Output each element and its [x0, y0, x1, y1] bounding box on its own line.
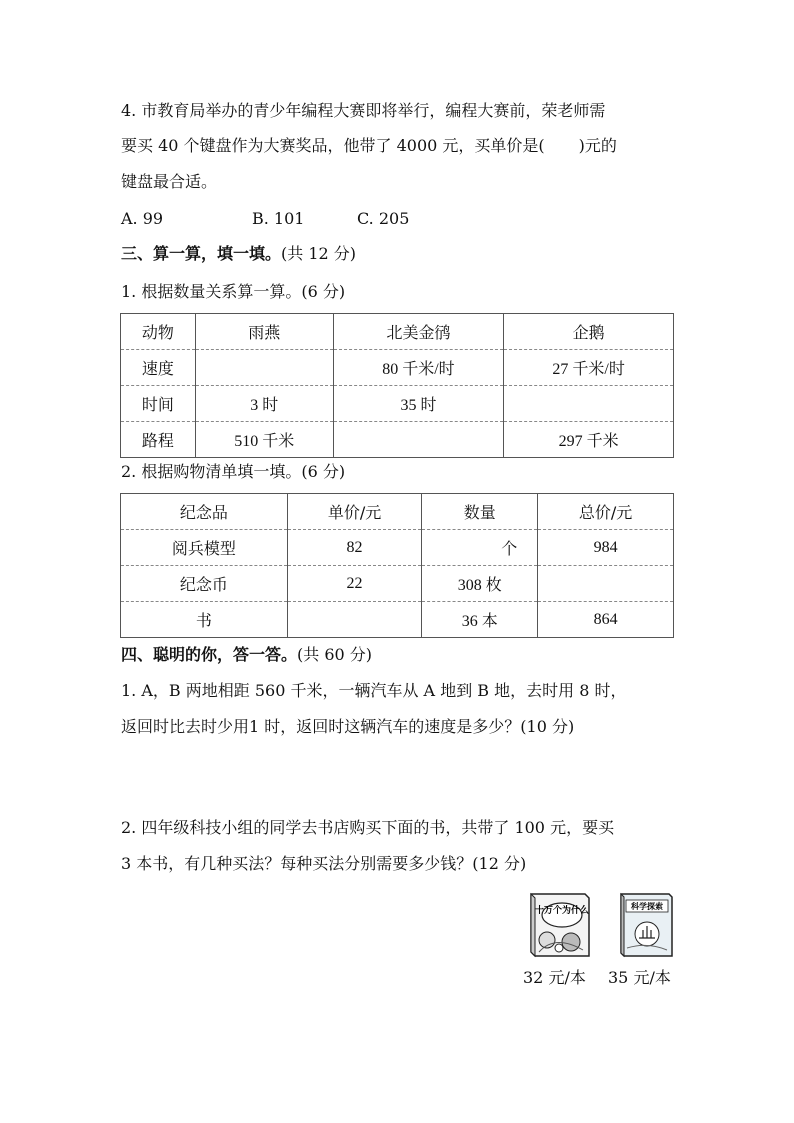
table-header-cell: 纪念品 [121, 494, 288, 530]
price-label-1: 32 元/本 [523, 968, 586, 987]
shopping-list-table [120, 493, 674, 638]
section-4-heading [121, 645, 372, 665]
table-header-cell: 雨燕 [195, 314, 333, 350]
answer-cell[interactable] [538, 566, 674, 602]
book-image-shiwan [525, 890, 593, 964]
section-3-heading [121, 244, 356, 264]
book-cover-title-2: 科学探索 [631, 902, 663, 911]
table-cell: 297 千米 [504, 422, 674, 458]
table-header-cell: 单价/元 [287, 494, 422, 530]
answer-cell[interactable] [333, 422, 504, 458]
q4-line-2-after: )元的 [578, 136, 617, 155]
table-row [121, 386, 674, 422]
table-row [121, 530, 674, 566]
table-row [121, 602, 674, 638]
table-cell: 27 千米/时 [504, 350, 674, 386]
q4-line-2-before: 要买 40 个键盘作为大赛奖品，他带了 4000 元，买单价是( [121, 136, 545, 155]
book-image-kexue [617, 890, 675, 964]
row-label: 阅兵模型 [121, 530, 288, 566]
table-cell: 864 [538, 602, 674, 638]
row-label: 纪念币 [121, 566, 288, 602]
option-c[interactable]: C. 205 [357, 209, 410, 228]
q4-line-3: 键盘最合适。 [121, 172, 218, 191]
table-cell: 36 本 [422, 602, 538, 638]
table-cell: 82 [287, 530, 422, 566]
answer-cell[interactable] [287, 602, 422, 638]
row-label: 速度 [121, 350, 196, 386]
table-header-row [121, 314, 674, 350]
s4-q1-line-2: 返回时比去时少用1 时，返回时这辆汽车的速度是多少？(10 分) [121, 717, 575, 736]
row-label: 时间 [121, 386, 196, 422]
s4-q2-line-1: 2. 四年级科技小组的同学去书店购买下面的书，共带了 100 元，要买 [121, 818, 615, 837]
table-cell: 308 枚 [422, 566, 538, 602]
s4-q1-line-1: 1. A，B 两地相距 560 千米，一辆汽车从 A 地到 B 地，去时用 8 时， [121, 681, 627, 700]
section-3-score: (共 12 分) [281, 244, 357, 263]
table-header-cell: 数量 [422, 494, 538, 530]
row-label: 路程 [121, 422, 196, 458]
s4-q2-line-2: 3 本书，有几种买法？每种买法分别需要多少钱？(12 分) [121, 854, 527, 873]
row-label: 书 [121, 602, 288, 638]
section-4-title: 四、聪明的你，答一答。 [121, 645, 298, 664]
q4-line-1: 4. 市教育局举办的青少年编程大赛即将举行，编程大赛前，荣老师需 [121, 101, 606, 120]
table-row [121, 350, 674, 386]
table-cell: 984 [538, 530, 674, 566]
s3-q2-title: 2. 根据购物清单填一填。(6 分) [121, 462, 346, 481]
s3-q1-title: 1. 根据数量关系算一算。(6 分) [121, 282, 346, 301]
table-header-row [121, 494, 674, 530]
answer-cell[interactable]: 个 [422, 530, 538, 566]
option-a[interactable]: A. 99 [121, 209, 164, 228]
option-b[interactable]: B. 101 [252, 209, 305, 228]
answer-cell[interactable] [504, 386, 674, 422]
table-cell: 3 时 [195, 386, 333, 422]
q4-line-2 [121, 136, 617, 156]
table-cell: 22 [287, 566, 422, 602]
table-cell: 510 千米 [195, 422, 333, 458]
table-header-cell: 总价/元 [538, 494, 674, 530]
book-cover-title-1: 十万个为什么 [534, 906, 590, 916]
answer-cell[interactable] [195, 350, 333, 386]
section-3-title: 三、算一算，填一填。 [121, 244, 282, 263]
section-4-score: (共 60 分) [297, 645, 373, 664]
table-row [121, 566, 674, 602]
speed-time-distance-table [120, 313, 674, 458]
table-cell: 80 千米/时 [333, 350, 504, 386]
table-header-cell: 动物 [121, 314, 196, 350]
table-header-cell: 北美金鸻 [333, 314, 504, 350]
table-cell: 35 时 [333, 386, 504, 422]
table-header-cell: 企鹅 [504, 314, 674, 350]
price-label-2: 35 元/本 [608, 968, 671, 987]
table-row [121, 422, 674, 458]
